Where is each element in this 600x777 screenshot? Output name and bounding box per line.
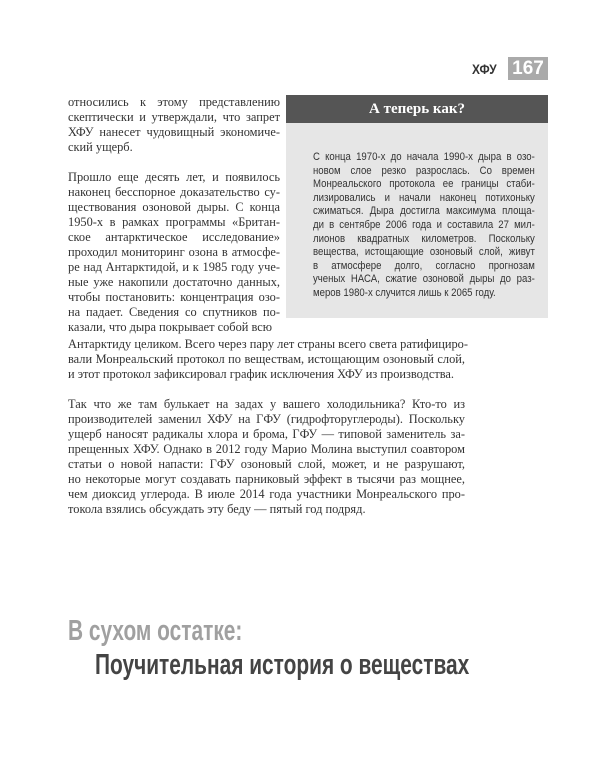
text-line: и этот протокол зафиксировал график исключения ХФУ из производства. (68, 367, 455, 381)
text-line: наконец бесспорное доказательство су- (68, 185, 280, 199)
text-line: ре над Антарктидой, и к 1985 году уче- (68, 260, 280, 274)
text-line: Антарктиду целиком. Всего через пару лет страны всего света ратифициро- (68, 337, 468, 351)
text-line: чтобы постановить: концентрация озо- (68, 290, 280, 304)
text-line: токола взялись обсуждать эту беду — пятый год подряд. (68, 502, 366, 516)
text-line: сжиматься. Дыра достигла максимума площа- (313, 205, 535, 218)
text-line: меров 1980-х случится лишь к 2065 году. (313, 287, 496, 299)
text-line: статьи о новой напасти: ГФУ озоновый слой, может, и не разрушают, (68, 457, 465, 471)
text-line: проходил мониторинг озона в атмосфе- (68, 245, 280, 259)
text-line: вали Монреальский протокол по веществам, истощающим озоновый слой, (68, 352, 465, 366)
text-line: в атмосфере долго, согласно прогнозам (313, 259, 535, 272)
text-line: лионов квадратных километров. Поскольку (313, 232, 535, 245)
text-line: ХФУ нанесет чудовищный экономиче- (68, 125, 280, 139)
text-line: ди в сентябре 2006 года и составила 27 мил- (313, 219, 535, 231)
text-line: скептически и утверждали, что запрет (68, 110, 280, 124)
text-line: ский ущерб. (68, 140, 133, 154)
text-line: 1950-х в рамках программы «Британ- (68, 215, 280, 229)
text-line: вещества, истощающие озоновый слой, живут (313, 246, 535, 259)
text-line: производителей заменил ХФУ на ГФУ (гидрофторуглероды). Поскольку (68, 412, 465, 426)
sidebar-box (286, 95, 548, 318)
text-line: Так что же там булькает на задах у вашего холодильника? Кто-то из (68, 397, 465, 411)
text-line: С конца 1970-х до начала 1990-х дыра в озо- (313, 151, 535, 163)
page-number: 167 (508, 57, 548, 80)
running-header-section: ХФУ (472, 61, 497, 77)
sidebar-title: А теперь как? (286, 95, 548, 123)
text-line: Прошло еще десять лет, и появилось (68, 170, 280, 184)
section-heading-line2: Поучительная история о веществах (95, 649, 470, 681)
text-line: ществования озоновой дыры. С конца (68, 200, 280, 214)
text-line: ученых НАСА, сжатие озоновой дыры до раз- (313, 273, 535, 286)
text-line: ское антарктическое исследование» (68, 230, 280, 244)
text-line: казали, что дыра покрывает собой всю (68, 320, 273, 334)
text-line: прещенных ХФУ. Однако в 2012 году Марио Молина выступил соавтором (68, 442, 465, 456)
text-line: ущерб наносят радикалы хлора и брома, ГФУ — типовой заменитель за- (68, 427, 465, 441)
text-line: чем диоксид углерода. В июле 2014 года участники Монреальского про- (68, 487, 465, 501)
text-line: лизировались и начали наконец потихоньку (313, 191, 535, 204)
text-line: относились к этому представлению (68, 95, 280, 109)
text-line: Монреальского протокола ее границы стаби- (313, 178, 535, 191)
text-line: но некоторые могут создавать парниковый эффект в тысячи раз мощнее, (68, 472, 465, 486)
text-line: ные уже накопили достаточно данных, (68, 275, 280, 289)
text-line: новом слое резко разрослась. Со времен (313, 164, 535, 177)
section-heading-line1: В сухом остатке: (68, 615, 243, 647)
text-line: на падает. Сведения со спутников по- (68, 305, 280, 319)
